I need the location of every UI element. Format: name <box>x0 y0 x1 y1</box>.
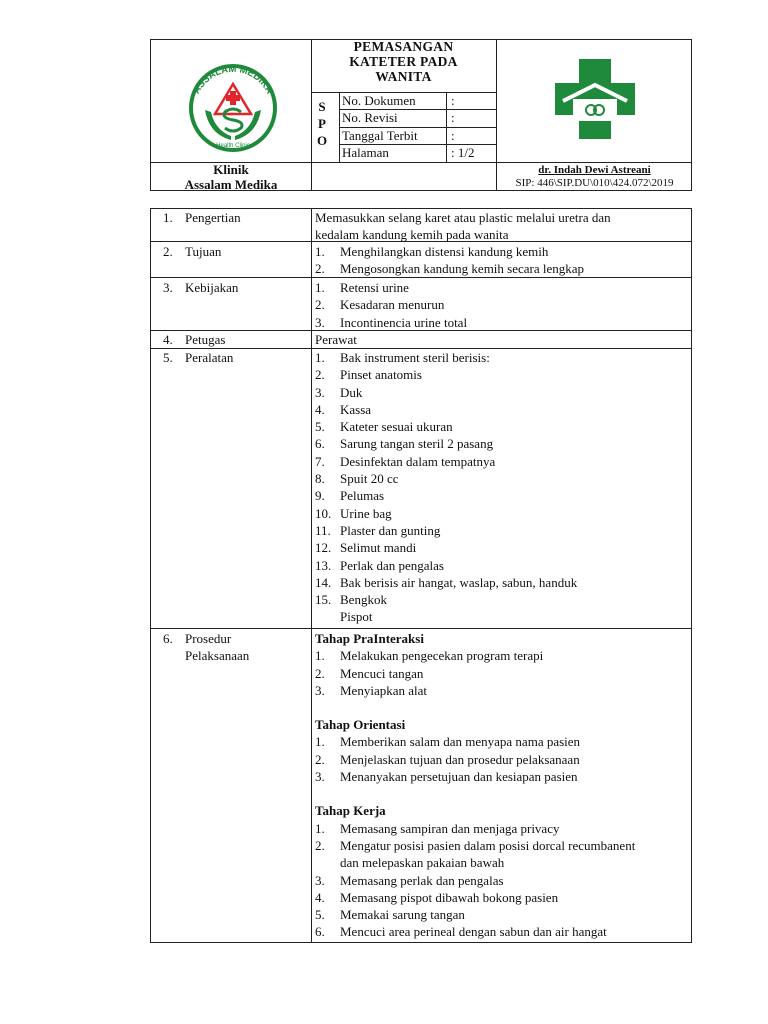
meta-value-revisi: : <box>451 110 455 125</box>
list-item: 2. Pinset anatomis <box>315 367 422 383</box>
list-item: 13. Perlak dan pengalas <box>315 557 444 573</box>
section-title: Tahap PraInteraksi <box>315 631 424 646</box>
row-content-kebijakan <box>315 279 685 331</box>
list-item: 1. Melakukan pengecekan program terapi <box>315 648 544 664</box>
list-item: 3. Menanyakan persetujuan dan kesiapan pasien <box>315 769 578 785</box>
doctor-name: dr. Indah Dewi Astreani <box>538 164 651 176</box>
list-item: 1. Bak instrument steril berisis: <box>315 350 490 365</box>
row-label-tujuan: Tujuan <box>185 244 222 259</box>
doctor-sip: SIP: 446\SIP.DU\010\424.072\2019 <box>515 177 674 189</box>
list-item: 12. Selimut mandi <box>315 540 417 556</box>
list-item: 7. Desinfektan dalam tempatnya <box>315 453 496 469</box>
list-item: 1. Memasang sampiran dan menjaga privacy <box>315 820 560 836</box>
list-item: 5. Memakai sarung tangan <box>315 907 465 923</box>
row-label-prosedur: Prosedur Pelaksanaan <box>185 631 250 663</box>
list-item: 11. Plaster dan gunting <box>315 522 441 538</box>
list-item: 15. Bengkok <box>315 592 387 608</box>
list-item: dan melepaskan pakaian bawah <box>340 855 505 871</box>
meta-value-tanggal: : <box>451 128 455 143</box>
divider <box>311 209 312 943</box>
list-item: 4. Kassa <box>315 401 372 417</box>
list-item: 10. Urine bag <box>315 505 392 521</box>
row-content-tujuan <box>315 243 685 278</box>
list-item: 3. Menyiapkan alat <box>315 682 427 698</box>
list-item: 3. Memasang perlak dan pengalas <box>315 872 504 888</box>
list-item: 1. Menghilangkan distensi kandung kemih <box>315 244 549 259</box>
list-item: 6. Sarung tangan steril 2 pasang <box>315 436 494 452</box>
list-item: 2. Mengosongkan kandung kemih secara lengkap <box>315 261 585 277</box>
list-item: 14. Bak berisis air hangat, waslap, sabun, handuk <box>315 574 578 590</box>
row-number: 2. <box>163 244 173 259</box>
divider <box>151 628 691 629</box>
row-label-petugas: Petugas <box>185 332 226 347</box>
row-content-petugas: Perawat <box>315 332 357 347</box>
row-label-pengertian: Pengertian <box>185 210 241 225</box>
meta-label-halaman: Halaman <box>342 145 389 160</box>
logo-text: ASSALAM MEDIKA <box>191 63 275 96</box>
row-content-peralatan <box>315 349 685 626</box>
row-label-kebijakan: Kebijakan <box>185 280 239 295</box>
clinic-logo <box>181 52 285 156</box>
logo-subtext: Health Clinic <box>216 143 250 149</box>
document-title: PEMASANGAN KATETER PADA WANITA <box>349 39 458 84</box>
list-item: 1. Retensi urine <box>315 280 409 295</box>
row-content-prosedur <box>315 630 685 941</box>
doctor-info <box>497 164 692 190</box>
row-number: 5. <box>163 350 173 365</box>
meta-label-revisi: No. Revisi <box>342 110 398 125</box>
list-item: 4. Memasang pispot dibawah bokong pasien <box>315 889 559 905</box>
list-item: 3. Incontinencia urine total <box>315 314 468 330</box>
list-item: 3. Duk <box>315 384 363 400</box>
spo-label: S P O <box>316 99 328 148</box>
list-item: 1. Memberikan salam dan menyapa nama pasien <box>315 734 581 750</box>
meta-value-dokumen: : <box>451 93 455 108</box>
row-number: 4. <box>163 332 173 347</box>
list-item: 2. Menjelaskan tujuan dan prosedur pelaksanaan <box>315 751 580 767</box>
list-item: 2. Mencuci tangan <box>315 665 424 681</box>
list-item: 9. Pelumas <box>315 488 385 504</box>
section-title: Tahap Orientasi <box>315 717 406 733</box>
row-label-peralatan: Peralatan <box>185 350 234 365</box>
health-cross-logo <box>551 55 639 143</box>
list-item: 2. Kesadaran menurun <box>315 297 445 313</box>
row-number: 1. <box>163 210 173 225</box>
row-number: 3. <box>163 280 173 295</box>
row-number: 6. <box>163 631 173 646</box>
list-item: 5. Kateter sesuai ukuran <box>315 419 453 435</box>
row-content-pengertian: Memasukkan selang karet atau plastic melalui uretra dan kedalam kandung kemih pada wanita <box>315 210 611 243</box>
list-item: 8. Spuit 20 cc <box>315 471 399 487</box>
section-title: Tahap Kerja <box>315 803 386 819</box>
list-item: 2. Mengatur posisi pasien dalam posisi dorcal recumbanent <box>315 837 636 853</box>
clinic-name: Klinik Assalam Medika <box>184 162 278 192</box>
list-item: Pispot <box>340 609 373 625</box>
list-item: 6. Mencuci area perineal dengan sabun dan air hangat <box>315 924 607 940</box>
header-table <box>150 39 692 191</box>
meta-value-halaman: : 1/2 <box>451 145 475 160</box>
procedure-table <box>150 208 692 943</box>
meta-label-dokumen: No. Dokumen <box>342 93 416 108</box>
meta-label-tanggal: Tanggal Terbit <box>342 128 418 143</box>
